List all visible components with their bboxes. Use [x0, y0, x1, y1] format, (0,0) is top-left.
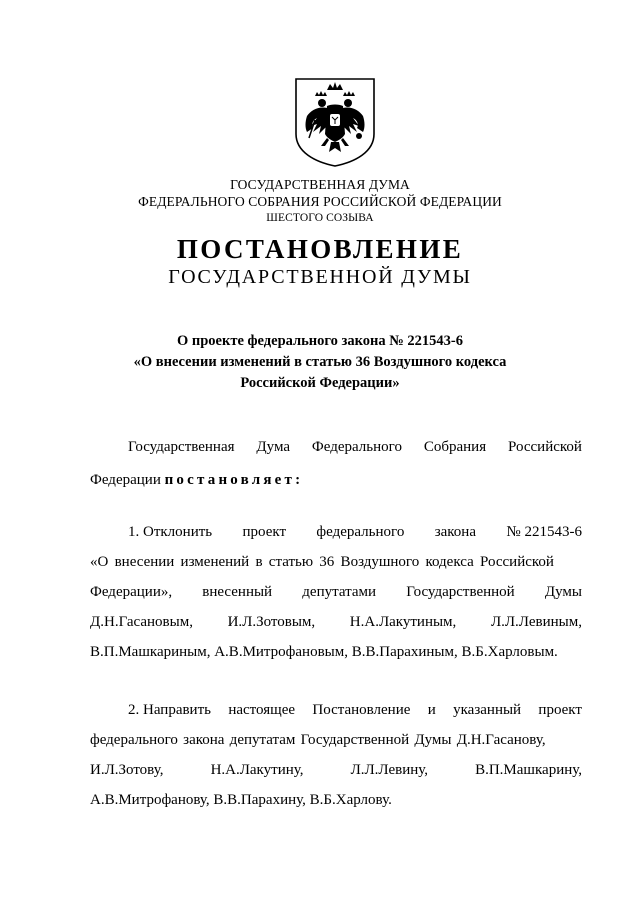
item1-line-4: Д.Н.Гасановым, И.Л.Зотовым, Н.А.Лакутиным, Л.Л.Левиным,	[90, 614, 582, 630]
preamble-line-2: Федерации постановляет:	[90, 472, 304, 488]
item-2	[90, 695, 582, 815]
state-emblem-icon	[293, 76, 377, 168]
item1-line-3: Федерации», внесенный депутатами Государственной Думы	[90, 584, 582, 600]
item1-line-5: В.П.Машкариным, А.В.Митрофановым, В.В.Парахиным, В.Б.Харловым.	[90, 644, 558, 660]
org-line-2: ФЕДЕРАЛЬНОГО СОБРАНИЯ РОССИЙСКОЙ ФЕДЕРАЦИИ	[138, 194, 502, 209]
item1-line-1: 1. Отклонить проект федерального закона № 221543-6	[128, 524, 582, 540]
subject-line-3: Российской Федерации»	[240, 375, 400, 391]
decree-subtitle: ГОСУДАРСТВЕННОЙ ДУМЫ	[168, 266, 472, 288]
item2-line-2: федерального закона депутатам Государственной Думы Д.Н.Гасанову,	[90, 732, 546, 748]
item2-line-1: 2. Направить настоящее Постановление и указанный проект	[128, 702, 582, 718]
org-line-3: ШЕСТОГО СОЗЫВА	[266, 212, 374, 224]
preamble	[90, 432, 582, 499]
subject-line-1: О проекте федерального закона № 221543-6	[176, 333, 464, 349]
decree-title: ПОСТАНОВЛЕНИЕ	[176, 234, 464, 264]
decree-verb: постановляет:	[164, 472, 304, 488]
item2-line-4: А.В.Митрофанову, В.В.Парахину, В.Б.Харлову.	[90, 792, 392, 808]
decree-subject	[0, 331, 640, 394]
preamble-line-1: Государственная Дума Федерального Собрания Российской	[128, 439, 582, 455]
item-1	[90, 517, 582, 667]
subject-line-2: «О внесении изменений в статью 36 Воздушного кодекса	[133, 354, 507, 370]
org-line-1: ГОСУДАРСТВЕННАЯ ДУМА	[230, 177, 410, 192]
item2-line-3: И.Л.Зотову, Н.А.Лакутину, Л.Л.Левину, В.П.Машкарину,	[90, 762, 582, 778]
item1-line-2: «О внесении изменений в статью 36 Воздушного кодекса Российской	[90, 554, 554, 570]
